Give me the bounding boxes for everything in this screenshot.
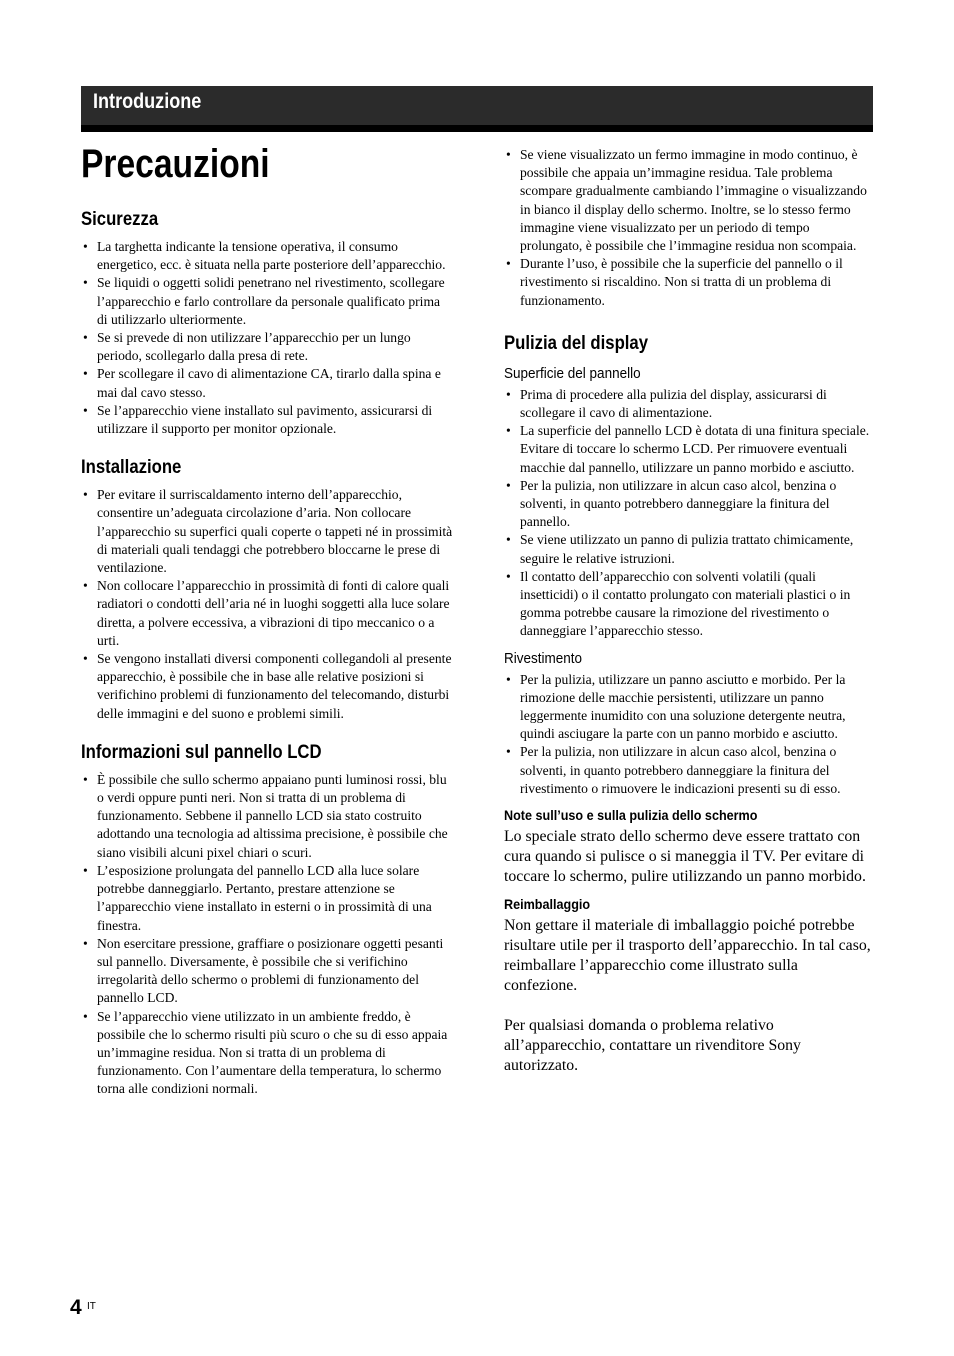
section-sicurezza [81,208,453,438]
bullet-list [81,238,453,438]
list-item: • Non esercitare pressione, graffiare o posizionare oggetti pesanti sul pannello. Diversamente, è possibile che si verifichino irregolarità dello schermo o problemi di funzionamento del pannello LCD. [81,935,453,1008]
list-item: • Se l’apparecchio viene installato sul pavimento, assicurarsi di utilizzare il supporto per monitor opzionale. [81,402,453,438]
bullet-list [81,486,453,723]
section-title: Introduzione [93,90,202,113]
list-item: • Se si prevede di non utilizzare l’apparecchio per un lungo periodo, scollegarlo dalla presa di rete. [81,329,453,365]
language-code: IT [87,1301,96,1312]
right-column [504,146,873,1094]
list-item: • Per la pulizia, non utilizzare in alcun caso alcol, benzina o solventi, in quanto potrebbero danneggiare la finitura del pannello. [504,477,873,532]
list-item: • Se viene utilizzato un panno di pulizia trattato chimicamente, seguire le relative istruzioni. [504,531,873,567]
list-item: • Durante l’uso, è possibile che la superficie del pannello o il rivestimento si riscaldino. Non si tratta di un problema di funzionamento. [504,255,873,310]
section-heading: Sicurezza [81,209,159,230]
bullet-list [504,146,873,310]
list-item: • Per la pulizia, non utilizzare in alcun caso alcol, benzina o solventi, in quanto potrebbero danneggiare la finitura del rivestimento o rimuovere le indicazioni presenti su di esso. [504,743,873,798]
left-column [81,208,453,1117]
list-item: • Se vengono installati diversi componenti collegandoli al presente apparecchio, è possibile che in base alle relative posizioni si verifichino problemi di funzionamento del telecomando, disturbi delle immagini e del suono e problemi simili. [81,650,453,723]
section-heading: Pulizia del display [504,332,649,354]
paragraph: Per qualsiasi domanda o problema relativo all’apparecchio, contattare un rivenditore Sony autorizzato. [504,1017,801,1075]
list-item: • Se viene visualizzato un fermo immagine in modo continuo, è possibile che appaia un’immagine residua. Tale problema scompare gradualmente cambiando l’immagine o visualizzando in bianco il display dello schermo. Inoltre, se lo stesso fermo immagine viene visualizzato per un periodo di tempo prolungato, è possibile che l’immagine residua non scompaia. [504,146,873,255]
section-lcd [81,741,453,1099]
banner-rule [81,125,873,132]
subsection-heading: Superficie del pannello [504,364,641,382]
list-item: • Per evitare il surriscaldamento interno dell’apparecchio, consentire un’adeguata circolazione d’aria. Non collocare l’apparecchio su superfici quali coperte o tappeti né in prossimità di materiali quali tendaggi che potrebbero bloccarne le prese di ventilazione. [81,486,453,577]
bullet-list [504,671,873,798]
list-item: • Per scollegare il cavo di alimentazione CA, tirarlo dalla spina e mai dal cavo stesso. [81,365,453,401]
list-item: • La superficie del pannello LCD è dotata di una finitura speciale. Evitare di toccare lo schermo LCD. Per rimuovere eventuali macchie dal pannello, utilizzare un panno morbido e asciutto. [504,422,873,477]
list-item: • Non collocare l’apparecchio in prossimità di fonti di calore quali radiatori o condotti dell’aria né in luoghi soggetti alla luce solare diretta, a polvere eccessiva, a vibrazioni di tipo meccanico o a urti. [81,577,453,650]
section-heading: Installazione [81,457,182,479]
list-item: • Se l’apparecchio viene utilizzato in un ambiente freddo, è possibile che lo schermo risulti più scuro o che su di esso appaia un’immagine residua. Non si tratta di un problema di funzionamento. Con l’aumentare della temperatura, lo schermo torna alle condizioni normali. [81,1008,453,1099]
section-installazione [81,456,453,723]
page-title: Precauzioni [81,142,270,186]
section-lcd-continued [504,146,873,310]
page-number: 4 [70,1296,82,1319]
list-item: • Se liquidi o oggetti solidi penetrano nel rivestimento, scollegare l’apparecchio e farlo controllare da personale qualificato prima di utilizzarlo ulteriormente. [81,274,453,329]
list-item: • È possibile che sullo schermo appaiano punti luminosi rossi, blu o verdi oppure punti neri. Non si tratta di un problema di funzionamento. Sebbene il pannello LCD sia stato costruito adottando una tecnologia ad altissima precisione, è possibile che siano visibili alcuni pixel chiari o scuri. [81,771,453,862]
list-item: • La targhetta indicante la tensione operativa, il consumo energetico, ecc. è situata nella parte posteriore dell’apparecchio. [81,238,453,274]
section-pulizia [504,332,873,1076]
section-heading: Informazioni sul pannello LCD [81,741,322,763]
subsection-heading: Reimballaggio [504,896,591,913]
subsection-heading: Rivestimento [504,649,583,667]
list-item: • Prima di procedere alla pulizia del display, assicurarsi di scollegare il cavo di alimentazione. [504,386,873,422]
list-item: • L’esposizione prolungata del pannello LCD alla luce solare potrebbe danneggiarlo. Pertanto, prestare attenzione se l’apparecchio viene installato in esterni o in prossimità di una finestra. [81,862,453,935]
list-item: • Il contatto dell’apparecchio con solventi volatili (quali insetticidi) o il contatto prolungato con materiali plastici o in gomma potrebbe causare la rimozione del rivestimento o danneggiare l’apparecchio stesso. [504,568,873,641]
bullet-list [504,386,873,641]
paragraph: Lo speciale strato dello schermo deve essere trattato con cura quando si pulisce o si maneggia il TV. Per evitare di toccare lo schermo, pulire utilizzando un panno morbido. [504,828,866,886]
paragraph: Non gettare il materiale di imballaggio poiché potrebbe risultare utile per il trasporto dell’apparecchio. In tal caso, reimballare l’apparecchio come illustrato sulla confezione. [504,917,871,995]
list-item: • Per la pulizia, utilizzare un panno asciutto e morbido. Per la rimozione delle macchie persistenti, utilizzare un panno leggermente inumidito con una soluzione detergente neutra, quindi asciugare la parte con un panno morbido e asciutto. [504,671,873,744]
subsection-heading: Note sull’uso e sulla pulizia dello schermo [504,807,758,824]
bullet-list [81,771,453,1099]
